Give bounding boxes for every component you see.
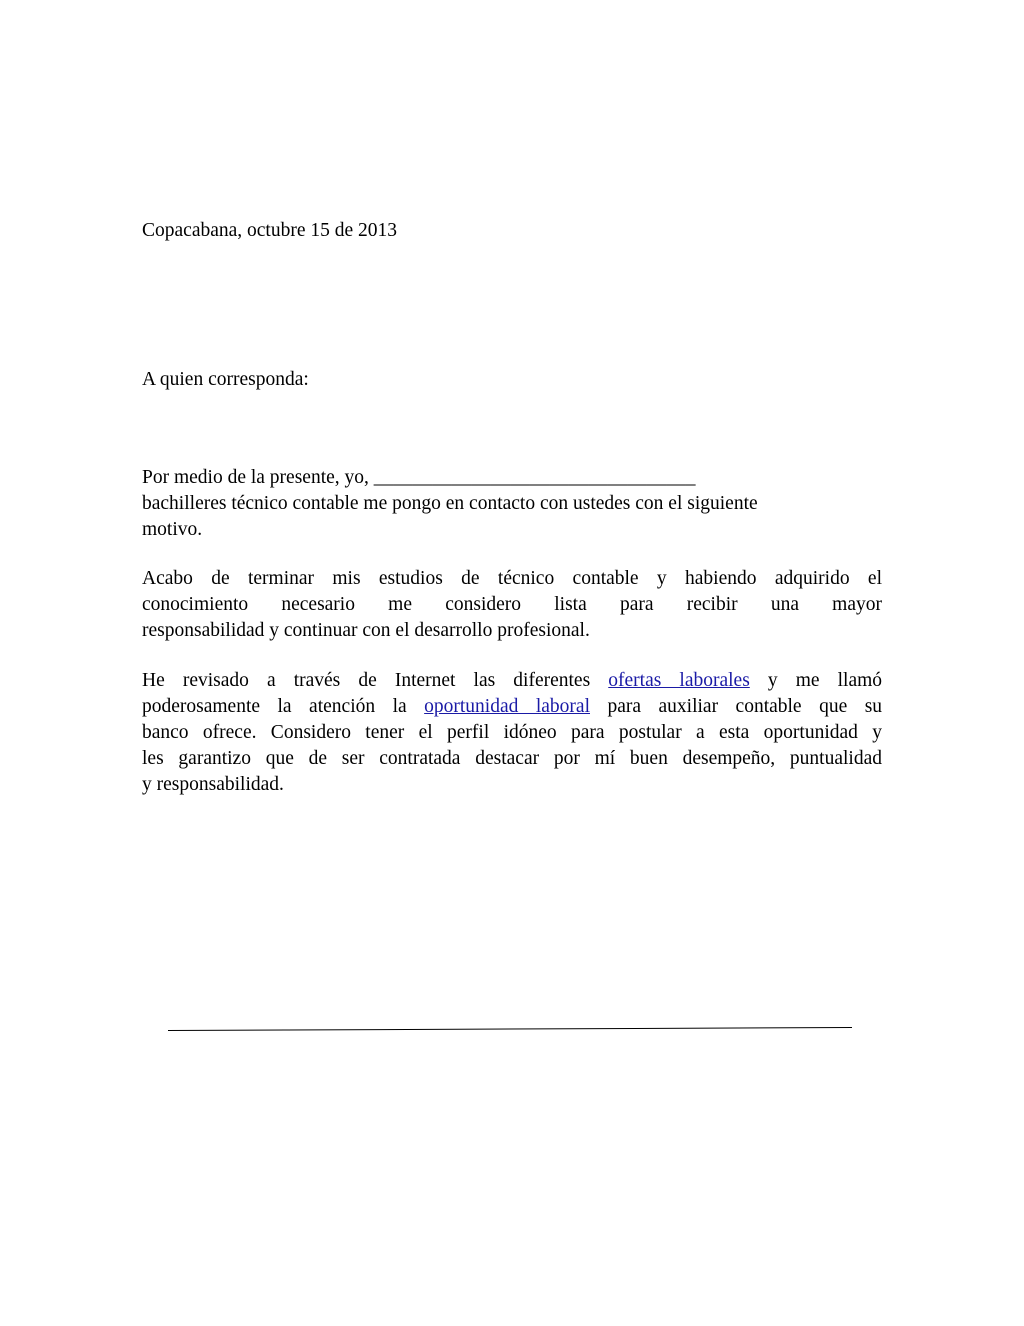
p2-line-1: Acabo de terminar mis estudios de técnico contable y habiendo adquirido el [142,568,882,589]
p3-line-4: les garantizo que de ser contratada destacar por mí buen desempeño, puntualidad [142,748,882,769]
name-blank-field: _________________________________ [373,467,696,488]
intro-line-3: motivo. [142,519,203,540]
intro-line-2: bachilleres técnico contable me pongo en contacto con ustedes con el siguiente [142,493,758,514]
paragraph-2 [142,566,882,644]
p3-line-1-prefix: He revisado a través de Internet las diferentes [142,670,591,691]
p3-line-2-prefix: poderosamente la atención la [142,696,407,717]
p3-line-1 [142,668,882,694]
date-line: Copacabana, octubre 15 de 2013 [142,220,398,241]
signature-line [168,1027,852,1031]
p3-line-2 [142,694,882,720]
intro-prefix: Por medio de la presente, yo, [142,467,374,488]
ofertas-laborales-link[interactable]: ofertas laborales [608,670,750,691]
paragraph-3 [142,668,882,798]
p2-line-2: conocimiento necesario me considero lista para recibir una mayor [142,594,882,615]
p3-line-2-suffix: para auxiliar contable que su [607,696,883,717]
p3-line-5: y responsabilidad. [142,774,284,795]
p3-line-3: banco ofrece. Considero tener el perfil idóneo para postular a esta oportunidad y [142,722,882,743]
intro-paragraph [142,465,882,543]
oportunidad-laboral-link[interactable]: oportunidad laboral [424,696,590,717]
p3-line-1-suffix: y me llamó [767,670,883,691]
p2-line-3: responsabilidad y continuar con el desarrollo profesional. [142,620,590,641]
intro-line-1 [142,465,882,491]
salutation: A quien corresponda: [142,369,309,390]
